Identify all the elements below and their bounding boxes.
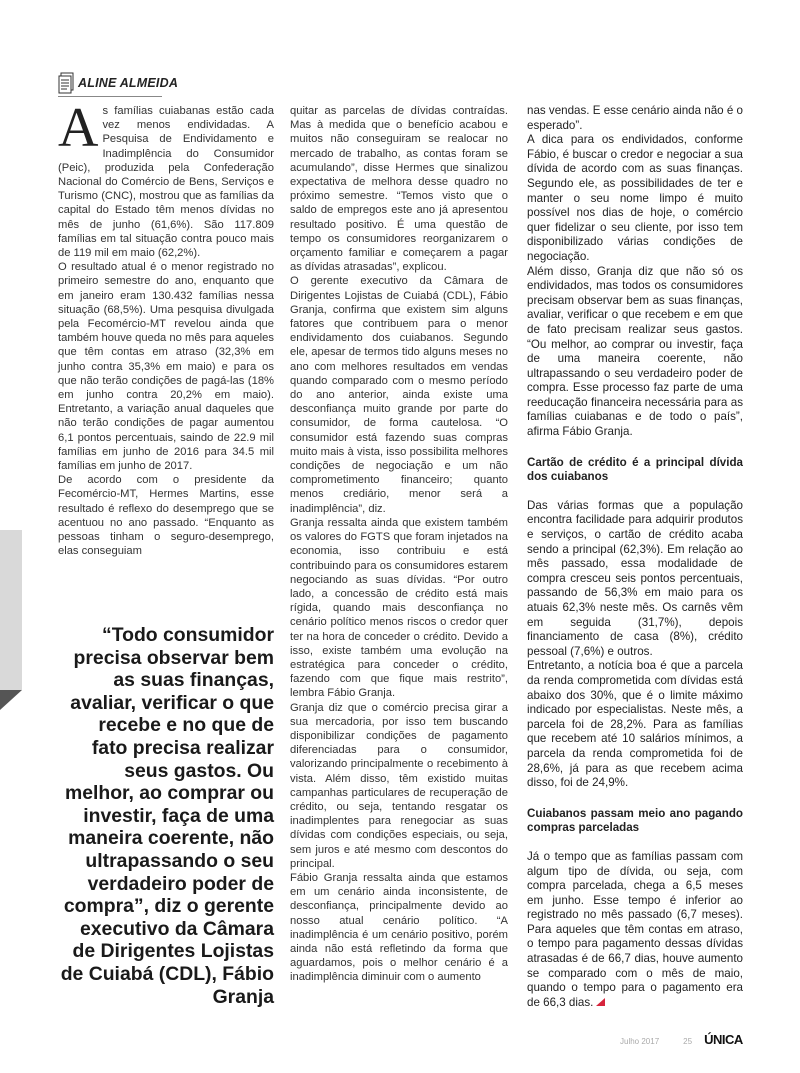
- issue-date: Julho 2017: [620, 1037, 660, 1046]
- drop-cap: A: [58, 97, 99, 159]
- paragraph: De acordo com o presidente da Fecomércio-MT, Hermes Martins, esse resultado é reflexo do desemprego que se acentuou no ano passado. “Enquanto as pessoas tinham o seguro-desemprego, elas conseguiam: [58, 474, 274, 558]
- paragraph-final: [527, 850, 743, 1011]
- byline: [58, 72, 178, 94]
- intro-paragraph: [58, 97, 274, 260]
- paragraph: O resultado atual é o menor registrado no primeiro semestre do ano, enquanto que em janeiro eram 130.432 famílias nessa situação (68,5%). Uma pesquisa divulgada pela Fecomércio-MT revelou ainda que também houve queda no mês para aqueles que têm contas em atraso (32,3% em junho contra 35,3% em maio) e para os que não terão condições de pagá-las (18% em junho contra 20,2% em maio). Entretanto, a variação anual daqueles que não terão condições de pagar aumentou 6,1 pontos percentuais, saindo de 22.9 mil famílias em junho de 2016 para 34.5 mil famílias em junho de 2017.: [58, 261, 274, 473]
- paragraph: quitar as parcelas de dívidas contraídas. Mas à medida que o benefício acabou e muitos não conseguiram se realocar no mercado de trabalho, as contas foram se acumulando”, disse Hermes que sinalizou expectativa de melhora desse quadro no próximo semestre. “Temos visto que o saldo de empregos este ano já apresentou resultado positivo. É uma questão de tempo os consumidores reorganizarem o orçamento familiar e começarem a pagar as dívidas atrasadas”, explicou.: [290, 105, 508, 274]
- section-heading: Cuiabanos passam meio ano pagando compras parceladas: [527, 806, 743, 835]
- page-number: 25: [683, 1037, 693, 1046]
- paragraph: Além disso, Granja diz que não só os endividados, mas todos os consumidores precisam observar bem as suas finanças, avaliar, verificar o que recebem e em que de fato precisam realizar seus gastos. “Ou melhor, ao comprar ou investir, faça de uma maneira coerente, não ultrapassando o seu verdadeiro poder de compra. Esse processo faz parte de uma reeducação financeira necessária para as famílias cuiabanas e de todo o país”, afirma Fábio Granja.: [527, 264, 743, 439]
- paragraph: A dica para os endividados, conforme Fábio, é buscar o credor e negociar a sua dívida de acordo com as suas finanças. Segundo ele, as possibilidades de ter e manter o seu nome limpo é muito possível nos dias de hoje, o comércio quer fidelizar o seu cliente, por isso tem disponibilizado várias condições de negociação.: [527, 133, 743, 263]
- document-icon: [58, 72, 74, 94]
- paragraph: Das várias formas que a população encontra facilidade para adquirir produtos e serviços, o cartão de crédito acaba sendo a principal (62,3%). Em relação ao mês passado, essa modalidade de compra cresceu seis pontos percentuais, passando de 56,3% em maio para os atuais 62,3% neste mês. Os carnês vêm em seguida (31,7%), depois financiamento de casa (8%), crédito pessoal (7,6%) e outros.: [527, 498, 743, 658]
- paragraph: Granja diz que o comércio precisa girar a sua mercadoria, por isso tem buscando disponibilizar condições de pagamento diferenciadas para o consumidor, valorizando principalmente o recebimento à vista. Além disso, têm existido muitas campanhas particulares de recuperação de crédito, ou seja, tentando resgatar os inadimplentes para renegociar as suas dívidas com condições especiais, ou seja, sem juros e até mesmo com descontos do principal.: [290, 701, 508, 870]
- paragraph: nas vendas. E esse cenário ainda não é o esperado”.: [527, 104, 743, 132]
- paragraph: Granja ressalta ainda que existem também os valores do FGTS que foram injetados na economia, isso contribuiu e está contribuindo para os consumidores estarem negociando as suas dívidas. “Por outro lado, a concessão de crédito está mais rígida, quando mais desconfiança no cenário político menos riscos o credor quer ter na hora de conceder o crédito. Devido a isso, existe também uma evolução na estratégica para conceder o crédito, fazendo com que fique mais restrito”, lembra Fábio Granja.: [290, 516, 508, 700]
- page-footer: [620, 1032, 743, 1047]
- article-column-1: [58, 97, 274, 559]
- magazine-logo: ÚNICA: [704, 1032, 743, 1047]
- side-decoration-triangle: [0, 690, 22, 710]
- article-column-2: [290, 104, 508, 985]
- author-name: ALINE ALMEIDA: [78, 76, 179, 90]
- paragraph-text: s famílias cuiabanas estão cada vez menos endividadas. A Pesquisa de Endividamento e Inadimplência do Consumidor (Peic), produzida pela Confederação Nacional do Comércio de Bens, Serviços e Turismo (CNC), mostrou que as famílias da capital do Estado têm menos dívidas no mês de junho (61,6%). São 117.809 famílias em tal situação contra pouco mais de 119 mil em maio (62,2%).: [58, 105, 274, 260]
- side-decoration-bar: [0, 530, 22, 690]
- paragraph: Entretanto, a notícia boa é que a parcela da renda comprometida com dívidas está abaixo dos 30%, que é o limite máximo indicado por especialistas. Neste mês, a parcela foi de 28,2%. Para as famílias que recebem até 10 salários mínimos, a parcela da renda comprometida foi de 28,6%, já para as que recebem acima disso, foi de 24,9%.: [527, 659, 743, 790]
- paragraph: O gerente executivo da Câmara de Dirigentes Lojistas de Cuiabá (CDL), Fábio Granja, confirma que existem sim alguns fatores que contribuem para o menor endividamento dos cuiabanos. Segundo ele, apesar de termos tido alguns meses no ano com melhores resultados em vendas quando comparado com o mesmo período do ano anterior, ainda existe uma desconfiança muito grande por parte do consumidor, de forma cautelosa. “O consumidor está fazendo suas compras muito mais à vista, isso possibilita melhores condições de negociação e um não comprometimento financeiro; quanto menos crediário, menor será a inadimplência”, diz.: [290, 275, 508, 515]
- paragraph: Fábio Granja ressalta ainda que estamos em um cenário ainda inconsistente, de desconfiança, principalmente devido ao nosso atual cenário político. “A inadimplência é um cenário positivo, porém ainda não está refletindo da forma que aguardamos, pois o melhor cenário é a inadimplência diminuir com o aumento: [290, 871, 508, 984]
- section-heading: Cartão de crédito é a principal dívida dos cuiabanos: [527, 455, 743, 484]
- pull-quote: “Todo consumidor precisa observar bem as suas finanças, avaliar, verificar o que recebe e no que de fato precisa realizar seus gastos. Ou melhor, ao comprar ou investir, faça de uma maneira coerente, não ultrapassando o seu verdadeiro poder de compra”, diz o gerente executivo da Câmara de Dirigentes Lojistas de Cuiabá (CDL), Fábio Granja: [60, 624, 274, 1008]
- article-column-3: [527, 104, 743, 1010]
- end-of-article-icon: [596, 998, 605, 1006]
- paragraph-text: Já o tempo que as famílias passam com algum tipo de dívida, ou seja, com compra parcelada, chega a 6,5 meses em junho. Esse tempo é inferior ao registrado no mês passado (6,7 meses). Para aqueles que têm contas em atraso, o tempo para pagamento dessas dívidas atrasadas é de 66,7 dias, houve aumento se comparado com o mês de maio, quando o tempo para o pagamento era de 66,3 dias.: [527, 849, 743, 1009]
